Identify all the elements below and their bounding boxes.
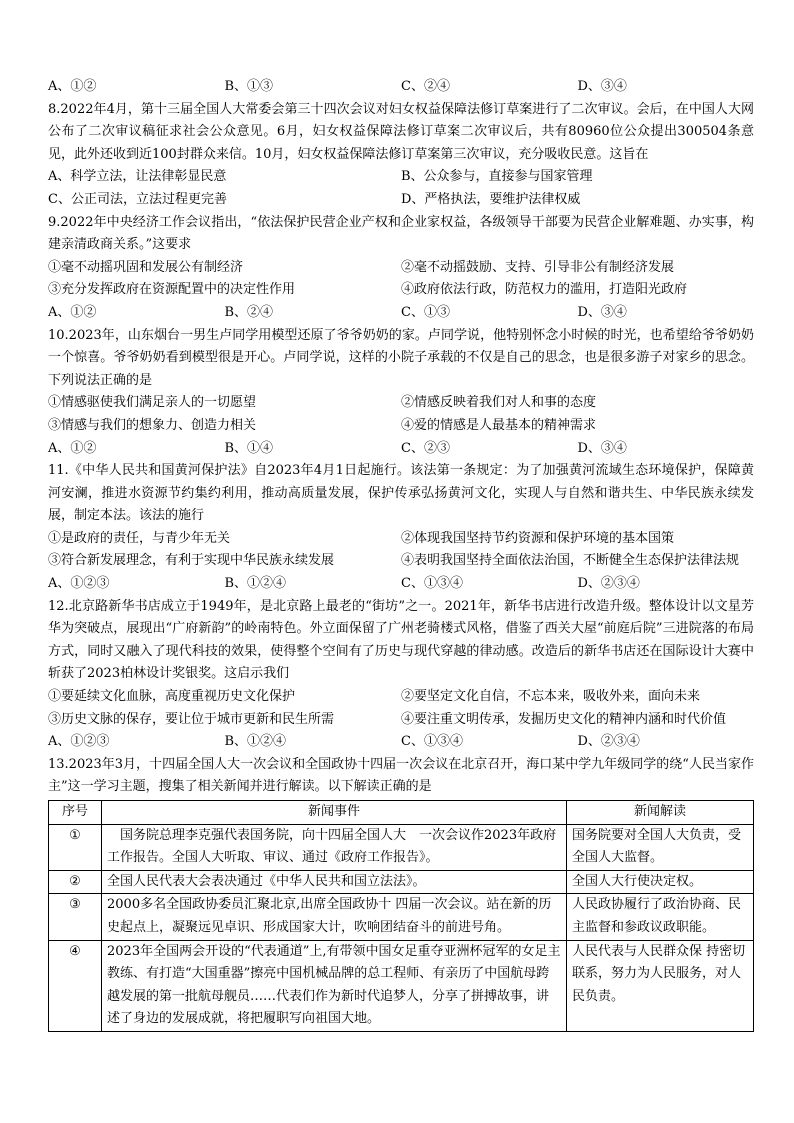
q7-option-b[interactable]: B、①③ <box>224 79 274 94</box>
row-note: 国务院要对全国人大负责，受全国人大监督。 <box>567 824 754 870</box>
q12-option-d[interactable]: D、②③④ <box>577 734 640 750</box>
q11-option-b[interactable]: B、①②④ <box>224 576 287 592</box>
q12-stem: 12.北京路新华书店成立于1949年，是北京路上最老的“街坊”之一。2021年，新华书店进行改造升级。整体设计以文星芳华为突破点，展现出“广府新韵”的岭南特色。外立面保留了广州老骑楼式风格，借鉴了西关大屋“前庭后院”三进院落的布局方式，同时又融入了现代科技的效果，使得整个空间有了历史与现代穿越的律动感。改造后的新华书店还在国际设计大赛中斩获了2023柏林设计奖银奖。这启示我们 <box>48 598 754 682</box>
q11-statement-1: ①是政府的责任，与青少年无关 <box>48 530 231 546</box>
q9-statement-1: ①毫不动摇巩固和发展公有制经济 <box>48 259 244 275</box>
q12-statements-row2 <box>48 709 754 732</box>
row-no: ④ <box>49 940 102 1031</box>
q10-options <box>48 438 754 461</box>
row-event: 全国人民代表大会表决通过《中华人民共和国立法法》。 <box>102 870 567 894</box>
q10-option-a[interactable]: A、①② <box>48 440 97 456</box>
q10-statement-2: ②情感反映着我们对人和事的态度 <box>401 395 597 411</box>
q8-stem: 8.2022年4月，第十三届全国人大常委会第三十四次会议对妇女权益保障法修订草案进行了二次审议。会后，在中国人大网公布了二次审议稿征求社会公众意见。6月，妇女权益保障法修订草案二次审议后，共有80960位公众提出300504条意见，此外还收到近100封群众来信。10月，妇女权益保障法修订草案第三次审议，充分吸收民意。这旨在 <box>48 101 754 162</box>
row-event: 国务院总理李克强代表国务院，向十四届全国人大 一次会议作2023年政府工作报告。全国人大听取、审议、通过《政府工作报告》。 <box>102 824 567 870</box>
q12-statement-3: ③历史文脉的保存，要让位于城市更新和民生所需 <box>48 711 335 727</box>
q7-options <box>48 76 754 99</box>
row-no: ① <box>49 824 102 870</box>
q8-options-row2 <box>48 189 754 212</box>
q7-option-a[interactable]: A、①② <box>48 79 97 94</box>
q9-option-c[interactable]: C、①③ <box>401 304 450 320</box>
table-row <box>49 894 754 940</box>
q9-statement-4: ④政府依法行政，防范权力的滥用，打造阳光政府 <box>401 282 688 298</box>
news-table <box>48 800 754 1032</box>
q10-stem: 10.2023年，山东烟台一男生卢同学用模型还原了爷爷奶奶的家。卢同学说，他特别怀念小时候的时光，也希望给爷爷奶奶一个惊喜。爷爷奶奶看到模型很是开心。卢同学说，这样的小院子承载的不仅是自己的思念，也是很多游子对家乡的思念。下列说法正确的是 <box>48 327 754 388</box>
q10-statement-4: ④爱的情感是人最基本的精神需求 <box>401 417 597 433</box>
q11-option-a[interactable]: A、①②③ <box>48 576 110 592</box>
q11-statement-2: ②体现我国坚持节约资源和保护环境的基本国策 <box>401 530 675 546</box>
q12-statement-1: ①要延续文化血脉，高度重视历史文化保护 <box>48 689 296 705</box>
q11-statement-3: ③符合新发展理念，有利于实现中华民族永续发展 <box>48 553 335 569</box>
header-no: 序号 <box>49 801 102 825</box>
q12-option-c[interactable]: C、①③④ <box>401 734 463 750</box>
row-note: 全国人大行使决定权。 <box>567 870 754 894</box>
q11-option-d[interactable]: D、②③④ <box>577 576 640 592</box>
q10-statement-3: ③情感与我们的想象力、创造力相关 <box>48 417 257 433</box>
q8-option-d[interactable]: D、严格执法，要维护法律权威 <box>401 191 581 207</box>
row-event: 2000多名全国政协委员汇聚北京,出席全国政协十 四届一次会议。站在新的历史起点上，凝聚远见卓识、形成国家大计，吹响团结奋斗的前进号角。 <box>102 894 567 940</box>
q10-statements-row2 <box>48 415 754 438</box>
q8-options-row1 <box>48 166 754 189</box>
q12-statement-4: ④要注重文明传承，发掘历史文化的精神内涵和时代价值 <box>401 711 727 727</box>
q12-options <box>48 731 754 754</box>
q9-options <box>48 302 754 325</box>
q7-option-c[interactable]: C、②④ <box>401 79 450 94</box>
q10-option-d[interactable]: D、③④ <box>577 440 627 456</box>
q9-statements-row2 <box>48 279 754 302</box>
q8-option-b[interactable]: B、公众参与，直接参与国家管理 <box>401 169 593 185</box>
q12-option-b[interactable]: B、①②④ <box>224 734 287 750</box>
q13-stem: 13.2023年3月，十四届全国人大一次会议和全国政协十四届一次会议在北京召开，海口某中学九年级同学的绕“人民当家作主”这一学习主题，搜集了相关新闻并进行解读。以下解读正确的是 <box>48 756 754 795</box>
q10-statement-1: ①情感驱使我们满足亲人的一切愿望 <box>48 395 257 411</box>
q9-option-b[interactable]: B、②④ <box>224 304 274 320</box>
q11-statement-4: ④表明我国坚持全面依法治国，不断健全生态保护法律法规 <box>401 553 740 569</box>
q9-statement-3: ③充分发挥政府在资源配置中的决定性作用 <box>48 282 296 298</box>
row-no: ② <box>49 870 102 894</box>
q9-option-d[interactable]: D、③④ <box>577 304 627 320</box>
q11-statements-row1 <box>48 528 754 551</box>
q8-option-c[interactable]: C、公正司法，立法过程更完善 <box>48 191 227 207</box>
table-row <box>49 824 754 870</box>
q11-option-c[interactable]: C、①③④ <box>401 576 463 592</box>
q10-option-b[interactable]: B、①④ <box>224 440 274 456</box>
row-note: 人民代表与人民群众保 持密切联系，努力为人民服务，对人民负责。 <box>567 940 754 1031</box>
row-event: 2023年全国两会开设的“代表通道”上,有带领中国女足重夺亚洲杯冠军的女足主教练、有打造“大国重器”擦亮中国机械品牌的总工程师、有亲历了中国航母跨越发展的第一批航母舰员……代表们作为新时代追梦人，分享了拼搏故事，讲述了身边的发展成就，将把履职写向祖国大地。 <box>102 940 567 1031</box>
q7-option-d[interactable]: D、③④ <box>577 79 627 94</box>
q9-option-a[interactable]: A、①② <box>48 304 97 320</box>
table-row <box>49 870 754 894</box>
q9-statements-row1 <box>48 257 754 280</box>
q8-option-a[interactable]: A、科学立法，让法律彰显民意 <box>48 169 227 185</box>
exam-page <box>48 76 754 1032</box>
q12-statements-row1 <box>48 686 754 709</box>
q10-option-c[interactable]: C、②③ <box>401 440 450 456</box>
news-table-header <box>49 801 754 825</box>
q11-options <box>48 573 754 596</box>
q12-option-a[interactable]: A、①②③ <box>48 734 110 750</box>
table-row <box>49 940 754 1031</box>
row-note: 人民政协履行了政治协商、民主监督和参政议政职能。 <box>567 894 754 940</box>
q12-statement-2: ②要坚定文化自信，不忘本来，吸收外来，面向未来 <box>401 689 701 705</box>
q11-statements-row2 <box>48 550 754 573</box>
header-note: 新闻解读 <box>567 801 754 825</box>
header-event: 新闻事件 <box>102 801 567 825</box>
q9-stem: 9.2022年中央经济工作会议指出，“依法保护民营企业产权和企业家权益，各级领导干部要为民营企业解难题、办实事，构建亲清政商关系。”这要求 <box>48 214 754 253</box>
q9-statement-2: ②毫不动摇鼓励、支持、引导非公有制经济发展 <box>401 259 675 275</box>
q11-stem: 11.《中华人民共和国黄河保护法》自2023年4月1日起施行。该法第一条规定：为了加强黄河流域生态环境保护，保障黄河安澜，推进水资源节约集约利用，推动高质量发展，保护传承弘扬黄河文化，实现人与自然和谐共生、中华民族永续发展，制定本法。该法的施行 <box>48 463 754 524</box>
q10-statements-row1 <box>48 392 754 415</box>
row-no: ③ <box>49 894 102 940</box>
